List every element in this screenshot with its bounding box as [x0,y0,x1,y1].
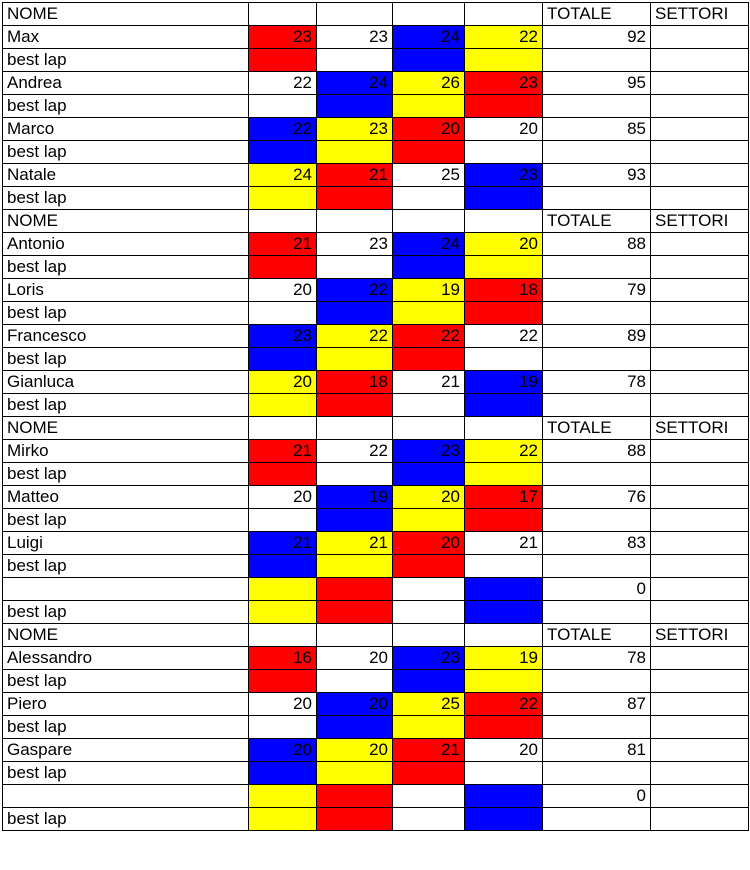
header-blank-cell[interactable] [465,417,543,440]
best-lap-color-cell[interactable] [249,601,317,624]
sector-time-cell[interactable]: 22 [465,440,543,463]
sector-time-cell[interactable] [249,578,317,601]
best-lap-color-cell[interactable] [393,348,465,371]
best-lap-label-cell[interactable]: best lap [3,463,249,486]
best-lap-color-cell[interactable] [393,555,465,578]
best-lap-label-cell[interactable]: best lap [3,670,249,693]
header-name-cell[interactable]: NOME [3,3,249,26]
best-lap-total-cell[interactable] [543,95,651,118]
best-lap-color-cell[interactable] [249,762,317,785]
total-cell[interactable]: 79 [543,279,651,302]
best-lap-color-cell[interactable] [393,49,465,72]
best-lap-color-cell[interactable] [465,555,543,578]
header-total-cell[interactable]: TOTALE [543,210,651,233]
best-lap-label-cell[interactable]: best lap [3,141,249,164]
sectors-cell[interactable] [651,233,749,256]
header-blank-cell[interactable] [249,3,317,26]
sectors-cell[interactable] [651,72,749,95]
header-blank-cell[interactable] [465,3,543,26]
header-blank-cell[interactable] [249,624,317,647]
header-row [3,624,749,647]
best-lap-sectors-cell[interactable] [651,95,749,118]
best-lap-label-cell[interactable]: best lap [3,601,249,624]
sectors-cell[interactable] [651,486,749,509]
header-blank-cell[interactable] [317,210,393,233]
best-lap-color-cell[interactable] [393,187,465,210]
driver-name-cell[interactable]: Marco [3,118,249,141]
driver-row [3,647,749,670]
sectors-cell[interactable] [651,118,749,141]
best-lap-color-cell[interactable] [317,601,393,624]
best-lap-total-cell[interactable] [543,762,651,785]
sectors-cell[interactable] [651,647,749,670]
best-lap-color-cell[interactable] [465,670,543,693]
sectors-cell[interactable] [651,440,749,463]
driver-row [3,486,749,509]
sector-time-cell[interactable]: 22 [249,118,317,141]
sector-time-cell[interactable]: 20 [249,279,317,302]
sector-time-cell[interactable] [465,785,543,808]
best-lap-color-cell[interactable] [465,348,543,371]
best-lap-label-cell[interactable]: best lap [3,808,249,831]
best-lap-color-cell[interactable] [249,555,317,578]
header-sectors-cell[interactable]: SETTORI [651,3,749,26]
sector-time-cell[interactable]: 23 [317,233,393,256]
best-lap-row [3,95,749,118]
sectors-cell[interactable] [651,279,749,302]
best-lap-total-cell[interactable] [543,49,651,72]
best-lap-total-cell[interactable] [543,716,651,739]
sector-time-cell[interactable]: 20 [465,118,543,141]
best-lap-row [3,256,749,279]
sector-time-cell[interactable]: 24 [249,164,317,187]
sectors-cell[interactable] [651,26,749,49]
header-blank-cell[interactable] [465,624,543,647]
sectors-cell[interactable] [651,693,749,716]
best-lap-row [3,141,749,164]
total-cell[interactable]: 88 [543,233,651,256]
driver-row [3,164,749,187]
sector-time-cell[interactable]: 20 [317,647,393,670]
driver-row [3,72,749,95]
sector-time-cell[interactable]: 23 [393,440,465,463]
driver-name-cell[interactable]: Andrea [3,72,249,95]
total-cell[interactable]: 88 [543,440,651,463]
driver-row [3,233,749,256]
sector-time-cell[interactable]: 18 [317,371,393,394]
best-lap-color-cell[interactable] [249,670,317,693]
driver-row [3,578,749,601]
best-lap-color-cell[interactable] [317,348,393,371]
best-lap-color-cell[interactable] [249,394,317,417]
best-lap-row [3,808,749,831]
best-lap-color-cell[interactable] [249,141,317,164]
best-lap-row [3,716,749,739]
best-lap-total-cell[interactable] [543,601,651,624]
header-sectors-cell[interactable]: SETTORI [651,624,749,647]
best-lap-color-cell[interactable] [317,256,393,279]
driver-name-cell[interactable]: Antonio [3,233,249,256]
sector-time-cell[interactable]: 22 [465,693,543,716]
header-blank-cell[interactable] [249,210,317,233]
best-lap-sectors-cell[interactable] [651,601,749,624]
best-lap-sectors-cell[interactable] [651,49,749,72]
best-lap-label-cell[interactable]: best lap [3,302,249,325]
total-cell[interactable]: 78 [543,647,651,670]
driver-row [3,532,749,555]
best-lap-sectors-cell[interactable] [651,302,749,325]
header-row [3,3,749,26]
sector-time-cell[interactable] [317,578,393,601]
best-lap-sectors-cell[interactable] [651,509,749,532]
best-lap-color-cell[interactable] [249,95,317,118]
best-lap-color-cell[interactable] [393,762,465,785]
driver-row [3,26,749,49]
best-lap-total-cell[interactable] [543,302,651,325]
best-lap-color-cell[interactable] [465,762,543,785]
best-lap-row [3,555,749,578]
best-lap-color-cell[interactable] [393,716,465,739]
best-lap-color-cell[interactable] [465,49,543,72]
sector-time-cell[interactable]: 20 [393,486,465,509]
best-lap-color-cell[interactable] [465,141,543,164]
sectors-cell[interactable] [651,532,749,555]
header-total-cell[interactable]: TOTALE [543,417,651,440]
driver-name-cell[interactable]: Max [3,26,249,49]
best-lap-color-cell[interactable] [393,601,465,624]
best-lap-sectors-cell[interactable] [651,348,749,371]
best-lap-color-cell[interactable] [317,394,393,417]
driver-row [3,279,749,302]
best-lap-color-cell[interactable] [249,463,317,486]
best-lap-label-cell[interactable]: best lap [3,95,249,118]
best-lap-color-cell[interactable] [465,302,543,325]
best-lap-row [3,49,749,72]
best-lap-total-cell[interactable] [543,394,651,417]
header-blank-cell[interactable] [317,3,393,26]
sector-time-cell[interactable]: 19 [465,647,543,670]
header-row [3,417,749,440]
sector-time-cell[interactable]: 24 [317,72,393,95]
best-lap-color-cell[interactable] [317,141,393,164]
best-lap-sectors-cell[interactable] [651,716,749,739]
sector-time-cell[interactable]: 22 [465,26,543,49]
sector-time-cell[interactable] [465,578,543,601]
sectors-cell[interactable] [651,325,749,348]
sector-time-cell[interactable]: 20 [465,739,543,762]
best-lap-color-cell[interactable] [317,95,393,118]
best-lap-color-cell[interactable] [317,187,393,210]
header-blank-cell[interactable] [393,210,465,233]
best-lap-color-cell[interactable] [317,555,393,578]
total-cell[interactable]: 92 [543,26,651,49]
total-cell[interactable]: 0 [543,578,651,601]
sector-time-cell[interactable]: 20 [465,233,543,256]
driver-row [3,739,749,762]
sector-time-cell[interactable]: 21 [317,164,393,187]
best-lap-color-cell[interactable] [249,302,317,325]
header-blank-cell[interactable] [465,210,543,233]
total-cell[interactable]: 93 [543,164,651,187]
sector-time-cell[interactable]: 21 [249,233,317,256]
sectors-cell[interactable] [651,739,749,762]
best-lap-row [3,394,749,417]
best-lap-row [3,670,749,693]
driver-row [3,785,749,808]
driver-name-cell[interactable]: Luigi [3,532,249,555]
best-lap-color-cell[interactable] [393,302,465,325]
best-lap-color-cell[interactable] [465,716,543,739]
best-lap-color-cell[interactable] [393,394,465,417]
best-lap-sectors-cell[interactable] [651,808,749,831]
sector-time-cell[interactable]: 21 [393,739,465,762]
best-lap-row [3,302,749,325]
best-lap-color-cell[interactable] [393,95,465,118]
sector-time-cell[interactable]: 22 [317,440,393,463]
sector-time-cell[interactable] [249,785,317,808]
best-lap-sectors-cell[interactable] [651,762,749,785]
sector-time-cell[interactable]: 21 [249,532,317,555]
best-lap-color-cell[interactable] [249,808,317,831]
sectors-cell[interactable] [651,371,749,394]
sector-time-cell[interactable]: 19 [317,486,393,509]
sector-time-cell[interactable]: 23 [465,72,543,95]
best-lap-color-cell[interactable] [249,348,317,371]
lap-times-sheet [2,2,749,831]
best-lap-row [3,762,749,785]
driver-name-cell[interactable]: Alessandro [3,647,249,670]
sector-time-cell[interactable]: 21 [249,440,317,463]
sector-time-cell[interactable]: 20 [393,118,465,141]
best-lap-total-cell[interactable] [543,187,651,210]
best-lap-label-cell[interactable]: best lap [3,49,249,72]
best-lap-total-cell[interactable] [543,348,651,371]
sector-time-cell[interactable]: 23 [317,26,393,49]
best-lap-color-cell[interactable] [465,394,543,417]
total-cell[interactable]: 87 [543,693,651,716]
best-lap-sectors-cell[interactable] [651,394,749,417]
best-lap-color-cell[interactable] [249,49,317,72]
total-cell[interactable]: 78 [543,371,651,394]
driver-name-cell[interactable]: Gaspare [3,739,249,762]
sector-time-cell[interactable]: 21 [393,371,465,394]
header-row [3,210,749,233]
best-lap-total-cell[interactable] [543,509,651,532]
best-lap-total-cell[interactable] [543,463,651,486]
sector-time-cell[interactable]: 24 [393,26,465,49]
best-lap-label-cell[interactable]: best lap [3,394,249,417]
sector-time-cell[interactable]: 19 [465,371,543,394]
sector-time-cell[interactable]: 21 [465,532,543,555]
header-sectors-cell[interactable]: SETTORI [651,417,749,440]
driver-row [3,440,749,463]
driver-name-cell[interactable]: Piero [3,693,249,716]
best-lap-color-cell[interactable] [317,49,393,72]
best-lap-total-cell[interactable] [543,256,651,279]
driver-row [3,371,749,394]
best-lap-color-cell[interactable] [465,808,543,831]
sector-time-cell[interactable]: 20 [249,739,317,762]
driver-name-cell[interactable]: Loris [3,279,249,302]
sector-time-cell[interactable]: 17 [465,486,543,509]
best-lap-label-cell[interactable]: best lap [3,716,249,739]
header-total-cell[interactable]: TOTALE [543,3,651,26]
total-cell[interactable]: 76 [543,486,651,509]
header-blank-cell[interactable] [317,417,393,440]
header-blank-cell[interactable] [393,3,465,26]
sector-time-cell[interactable]: 16 [249,647,317,670]
driver-name-cell[interactable] [3,785,249,808]
header-blank-cell[interactable] [393,417,465,440]
best-lap-color-cell[interactable] [393,463,465,486]
best-lap-color-cell[interactable] [317,463,393,486]
header-name-cell[interactable]: NOME [3,624,249,647]
sector-time-cell[interactable]: 22 [393,325,465,348]
best-lap-color-cell[interactable] [393,670,465,693]
total-cell[interactable]: 89 [543,325,651,348]
sector-time-cell[interactable]: 22 [317,325,393,348]
best-lap-color-cell[interactable] [317,509,393,532]
sector-time-cell[interactable]: 19 [393,279,465,302]
best-lap-sectors-cell[interactable] [651,256,749,279]
driver-row [3,325,749,348]
total-cell[interactable]: 81 [543,739,651,762]
best-lap-color-cell[interactable] [317,808,393,831]
sector-time-cell[interactable]: 22 [465,325,543,348]
sectors-cell[interactable] [651,785,749,808]
best-lap-color-cell[interactable] [249,509,317,532]
best-lap-color-cell[interactable] [393,808,465,831]
total-cell[interactable]: 85 [543,118,651,141]
best-lap-color-cell[interactable] [393,256,465,279]
best-lap-color-cell[interactable] [249,256,317,279]
best-lap-color-cell[interactable] [249,187,317,210]
best-lap-row [3,348,749,371]
header-total-cell[interactable]: TOTALE [543,624,651,647]
best-lap-row [3,509,749,532]
best-lap-color-cell[interactable] [317,716,393,739]
best-lap-total-cell[interactable] [543,670,651,693]
sector-time-cell[interactable] [393,785,465,808]
best-lap-color-cell[interactable] [465,95,543,118]
best-lap-color-cell[interactable] [465,187,543,210]
sector-time-cell[interactable]: 20 [393,532,465,555]
header-name-cell[interactable]: NOME [3,210,249,233]
sector-time-cell[interactable]: 23 [249,26,317,49]
sector-time-cell[interactable]: 23 [393,647,465,670]
best-lap-sectors-cell[interactable] [651,670,749,693]
best-lap-label-cell[interactable]: best lap [3,509,249,532]
best-lap-label-cell[interactable]: best lap [3,555,249,578]
best-lap-label-cell[interactable]: best lap [3,762,249,785]
best-lap-sectors-cell[interactable] [651,555,749,578]
best-lap-sectors-cell[interactable] [651,141,749,164]
driver-name-cell[interactable]: Natale [3,164,249,187]
total-cell[interactable]: 0 [543,785,651,808]
best-lap-row [3,463,749,486]
driver-name-cell[interactable] [3,578,249,601]
sector-time-cell[interactable]: 21 [317,532,393,555]
best-lap-sectors-cell[interactable] [651,187,749,210]
sector-time-cell[interactable]: 23 [249,325,317,348]
best-lap-total-cell[interactable] [543,808,651,831]
driver-name-cell[interactable]: Gianluca [3,371,249,394]
best-lap-row [3,601,749,624]
sector-time-cell[interactable]: 26 [393,72,465,95]
sector-time-cell[interactable]: 20 [317,693,393,716]
header-blank-cell[interactable] [249,417,317,440]
sectors-cell[interactable] [651,164,749,187]
sector-time-cell[interactable]: 22 [317,279,393,302]
best-lap-label-cell[interactable]: best lap [3,187,249,210]
driver-name-cell[interactable]: Matteo [3,486,249,509]
header-blank-cell[interactable] [393,624,465,647]
sectors-cell[interactable] [651,578,749,601]
sector-time-cell[interactable]: 20 [249,371,317,394]
best-lap-color-cell[interactable] [393,141,465,164]
sector-time-cell[interactable] [393,578,465,601]
header-blank-cell[interactable] [317,624,393,647]
best-lap-label-cell[interactable]: best lap [3,256,249,279]
sector-time-cell[interactable]: 22 [249,72,317,95]
sector-time-cell[interactable]: 20 [317,739,393,762]
driver-name-cell[interactable]: Mirko [3,440,249,463]
driver-row [3,118,749,141]
sheet-body [3,3,749,831]
driver-row [3,693,749,716]
sector-time-cell[interactable]: 18 [465,279,543,302]
total-cell[interactable]: 83 [543,532,651,555]
best-lap-color-cell[interactable] [393,509,465,532]
best-lap-total-cell[interactable] [543,141,651,164]
best-lap-sectors-cell[interactable] [651,463,749,486]
best-lap-color-cell[interactable] [465,509,543,532]
total-cell[interactable]: 95 [543,72,651,95]
sector-time-cell[interactable]: 20 [249,693,317,716]
sector-time-cell[interactable]: 20 [249,486,317,509]
sector-time-cell[interactable]: 23 [465,164,543,187]
sector-time-cell[interactable] [317,785,393,808]
best-lap-color-cell[interactable] [465,256,543,279]
sector-time-cell[interactable]: 24 [393,233,465,256]
best-lap-label-cell[interactable]: best lap [3,348,249,371]
best-lap-color-cell[interactable] [317,302,393,325]
driver-name-cell[interactable]: Francesco [3,325,249,348]
sector-time-cell[interactable]: 23 [317,118,393,141]
header-sectors-cell[interactable]: SETTORI [651,210,749,233]
sector-time-cell[interactable]: 25 [393,693,465,716]
best-lap-color-cell[interactable] [317,670,393,693]
best-lap-row [3,187,749,210]
best-lap-color-cell[interactable] [465,463,543,486]
header-name-cell[interactable]: NOME [3,417,249,440]
best-lap-color-cell[interactable] [317,762,393,785]
best-lap-total-cell[interactable] [543,555,651,578]
sector-time-cell[interactable]: 25 [393,164,465,187]
best-lap-color-cell[interactable] [465,601,543,624]
best-lap-color-cell[interactable] [249,716,317,739]
